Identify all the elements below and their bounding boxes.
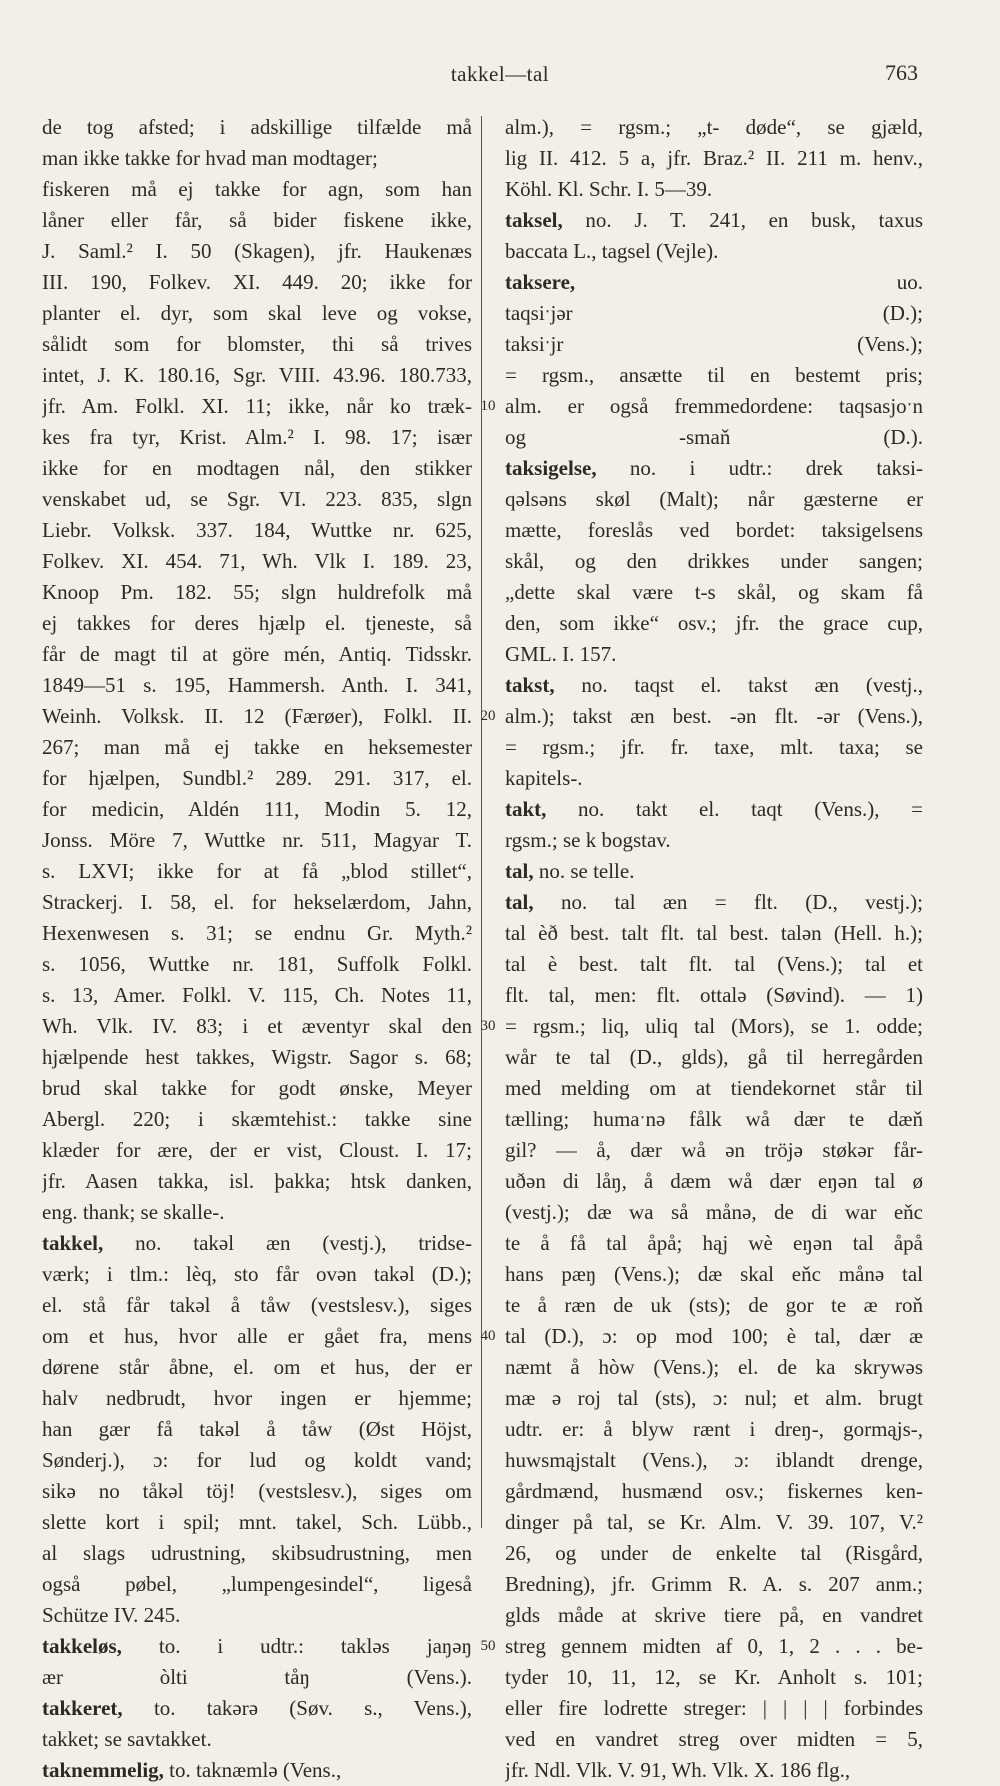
right-column-line: tal è best. talt flt. tal (Vens.); tal et: [505, 952, 923, 976]
left-column-line: værk; i tlm.: lèq, sto får ovən takəl (D.);: [42, 1262, 472, 1286]
left-column-line: ej takkes for deres hjælp el. tjeneste, så: [42, 611, 472, 635]
left-column-line: får de magt til at göre mén, Antiq. Tidsskr.: [42, 642, 472, 666]
left-column-line: intet, J. K. 180.16, Sgr. VIII. 43.96. 180.733,: [42, 363, 472, 387]
left-column-line: s. 13, Amer. Folkl. V. 115, Ch. Notes 11,: [42, 983, 472, 1007]
left-column-line: halv nedbrudt, hvor ingen er hjemme;: [42, 1386, 472, 1410]
left-column-line: jfr. Aasen takka, isl. þakka; htsk danken,: [42, 1169, 472, 1193]
right-column-line: glds måde at skrive tiere på, en vandret: [505, 1603, 923, 1627]
left-column-line: takkeret, to. takərə (Søv. s., Vens.),: [42, 1696, 472, 1720]
right-column-line: = rgsm.; jfr. fr. taxe, mlt. taxa; se: [505, 735, 923, 759]
right-column-line: tal, no. se telle.: [505, 859, 635, 883]
right-column-line: uðən di låŋ, å dæm wå dær eŋən tal ø: [505, 1169, 923, 1193]
right-column-line: ved en vandret streg over midten = 5,: [505, 1727, 923, 1751]
left-column-line: Sønderj.), ɔ: for lud og koldt vand;: [42, 1448, 472, 1472]
right-column-line: Köhl. Kl. Schr. I. 5—39.: [505, 177, 713, 201]
left-column-line: om et hus, hvor alle er gået fra, mens: [42, 1324, 472, 1348]
left-column-line: ikke for en modtagen nål, den stikker: [42, 456, 472, 480]
right-column-line: takst, no. taqst el. takst æn (vestj.,: [505, 673, 923, 697]
left-column-line: for hjælpen, Sundbl.² 289. 291. 317, el.: [42, 766, 472, 790]
right-column-line: næmt å hòw (Vens.); el. de ka skrywəs: [505, 1355, 923, 1379]
left-column-line: brud skal takke for godt ønske, Meyer: [42, 1076, 472, 1100]
right-column-line: rgsm.; se k bogstav.: [505, 828, 671, 852]
left-column-line: for medicin, Aldén 111, Modin 5. 12,: [42, 797, 472, 821]
left-column-line: de tog afsted; i adskillige tilfælde må: [42, 115, 472, 139]
page-header-title: takkel—tal: [450, 62, 550, 86]
left-column-line: Weinh. Volksk. II. 12 (Færøer), Folkl. II.: [42, 704, 472, 728]
line-number-marker: 50: [480, 1638, 496, 1654]
line-number-marker: 30: [480, 1018, 496, 1034]
right-column-line: kapitels-.: [505, 766, 583, 790]
right-column-line: tælling; humaˑnə fålk wå dær te dæň: [505, 1107, 923, 1131]
left-column-line: kes fra tyr, Krist. Alm.² I. 98. 17; især: [42, 425, 472, 449]
right-column-line: te å få tal åpå; hąj wè eŋən tal åpå: [505, 1231, 923, 1255]
page-number: 763: [885, 60, 918, 85]
right-column-line: taksigelse, no. i udtr.: drek taksi-: [505, 456, 923, 480]
right-column-line: eller fire lodrette streger: | | | | forbindes: [505, 1696, 923, 1720]
left-column-line: jfr. Am. Folkl. XI. 11; ikke, når ko træk-: [42, 394, 472, 418]
line-number-marker: 40: [480, 1328, 496, 1344]
left-column: [42, 112, 472, 1786]
right-column-line: te å ræn de uk (sts); de gor te æ roň: [505, 1293, 923, 1317]
left-column-line: slette kort i spil; mnt. takel, Sch. Lübb.,: [42, 1510, 472, 1534]
left-column-line: fiskeren må ej takke for agn, som han: [42, 177, 472, 201]
left-column-line: takkel, no. takəl æn (vestj.), tridse-: [42, 1231, 472, 1255]
left-column-line: sikə no tåkəl töj! (vestslesv.), siges om: [42, 1479, 472, 1503]
left-column-line: Folkev. XI. 454. 71, Wh. Vlk I. 189. 23,: [42, 549, 472, 573]
right-column-line: den, som ikke“ osv.; jfr. the grace cup,: [505, 611, 923, 635]
right-column-line: mæ ə roj tal (sts), ɔ: nul; et alm. brugt: [505, 1386, 923, 1410]
right-column-line: udtr. er: å blyw rænt i dreŋ-, gormąjs-,: [505, 1417, 923, 1441]
right-column-line: alm.), = rgsm.; „t- døde“, se gjæld,: [505, 115, 923, 139]
line-number-marker: 10: [480, 398, 496, 414]
left-column-line: hjælpende hest takkes, Wigstr. Sagor s. 68;: [42, 1045, 472, 1069]
right-column-line: = rgsm.; liq, uliq tal (Mors), se 1. odde;: [505, 1014, 923, 1038]
right-column-line: Bredning), jfr. Grimm R. A. s. 207 anm.;: [505, 1572, 923, 1596]
right-column-line: hans pæŋ (Vens.); dæ skal eňc månə tal: [505, 1262, 923, 1286]
right-column-line: GML. I. 157.: [505, 642, 617, 666]
right-column-line: skål, og den drikkes under sangen;: [505, 549, 923, 573]
right-column-line: (vestj.); dæ wa så månə, de di war eňc: [505, 1200, 923, 1224]
right-column-line: baccata L., tagsel (Vejle).: [505, 239, 719, 263]
left-column-line: Wh. Vlk. IV. 83; i et æventyr skal den: [42, 1014, 472, 1038]
left-column-line: eng. thank; se skalle-.: [42, 1200, 225, 1224]
line-number-marker: 20: [480, 708, 496, 724]
left-column-line: taknemmelig, to. taknæmlə (Vens.,: [42, 1758, 342, 1782]
right-column-line: tal èð best. talt flt. tal best. talən (Hell. h.);: [505, 921, 923, 945]
right-column-line: gil? — å, dær wå ən tröjə støkər får-: [505, 1138, 923, 1162]
right-column-line: flt. tal, men: flt. ottalə (Søvind). — 1): [505, 983, 923, 1007]
left-column-line: Hexenwesen s. 31; se endnu Gr. Myth.²: [42, 921, 472, 945]
left-column-line: takket; se savtakket.: [42, 1727, 212, 1751]
left-column-line: Liebr. Volksk. 337. 184, Wuttke nr. 625,: [42, 518, 472, 542]
right-column-line: tyder 10, 11, 12, se Kr. Anholt s. 101;: [505, 1665, 923, 1689]
right-column-line: taksere, uo.: [505, 270, 923, 294]
right-column-line: streg gennem midten af 0, 1, 2 . . . be-: [505, 1634, 923, 1658]
right-column-line: mætte, foreslås ved bordet: taksigelsens: [505, 518, 923, 542]
right-column-line: taksel, no. J. T. 241, en busk, taxus: [505, 208, 923, 232]
right-column-line: = rgsm., ansætte til en bestemt pris;: [505, 363, 923, 387]
right-column-line: „dette skal være t-s skål, og skam få: [505, 580, 923, 604]
left-column-line: Knoop Pm. 182. 55; slgn huldrefolk må: [42, 580, 472, 604]
left-column-line: 267; man må ej takke en heksemester: [42, 735, 472, 759]
left-column-line: Jonss. Möre 7, Wuttke nr. 511, Magyar T.: [42, 828, 472, 852]
right-column-line: tal, no. tal æn = flt. (D., vestj.);: [505, 890, 923, 914]
left-column-line: han gær få takəl å tåw (Øst Höjst,: [42, 1417, 472, 1441]
left-column-line: også pøbel, „lumpengesindel“, ligeså: [42, 1572, 472, 1596]
right-column: [505, 112, 923, 1786]
left-column-line: Schütze IV. 245.: [42, 1603, 181, 1627]
right-column-line: lig II. 412. 5 a, jfr. Braz.² II. 211 m. henv.,: [505, 146, 923, 170]
right-column-line: jfr. Ndl. Vlk. V. 91, Wh. Vlk. X. 186 flg.,: [505, 1758, 851, 1782]
left-column-line: III. 190, Folkev. XI. 449. 20; ikke for: [42, 270, 472, 294]
right-column-line: wår te tal (D., glds), gå til herregården: [505, 1045, 923, 1069]
right-column-line: 26, og under de enkelte tal (Risgård,: [505, 1541, 923, 1565]
column-divider: [481, 116, 482, 1528]
left-column-line: venskabet ud, se Sgr. VI. 223. 835, slgn: [42, 487, 472, 511]
left-column-line: Strackerj. I. 58, el. for hekselærdom, Jahn,: [42, 890, 472, 914]
left-column-line: J. Saml.² I. 50 (Skagen), jfr. Haukenæs: [42, 239, 472, 263]
right-column-line: med melding om at tiendekornet står til: [505, 1076, 923, 1100]
right-column-line: tal (D.), ɔ: op mod 100; è tal, dær æ: [505, 1324, 923, 1348]
left-column-line: sålidt som for blomster, thi så trives: [42, 332, 472, 356]
left-column-line: planter el. dyr, som skal leve og vokse,: [42, 301, 472, 325]
right-column-line: huwsmąjstalt (Vens.), ɔ: iblandt drenge,: [505, 1448, 923, 1472]
left-column-line: ær òlti tåŋ (Vens.).: [42, 1665, 472, 1689]
left-column-line: takkeløs, to. i udtr.: takləs jaŋəŋ: [42, 1634, 472, 1658]
left-column-line: Abergl. 220; i skæmtehist.: takke sine: [42, 1107, 472, 1131]
left-column-line: låner eller får, så bider fiskene ikke,: [42, 208, 472, 232]
left-column-line: al slags udrustning, skibsudrustning, men: [42, 1541, 472, 1565]
right-column-line: alm.); takst æn best. -ən flt. -ər (Vens.),: [505, 704, 923, 728]
left-column-line: s. 1056, Wuttke nr. 181, Suffolk Folkl.: [42, 952, 472, 976]
right-column-line: taksiˑjr (Vens.);: [505, 332, 923, 356]
right-column-line: takt, no. takt el. taqt (Vens.), =: [505, 797, 923, 821]
left-column-line: 1849—51 s. 195, Hammersh. Anth. I. 341,: [42, 673, 472, 697]
left-column-line: s. LXVI; ikke for at få „blod stillet“,: [42, 859, 472, 883]
right-column-line: alm. er også fremmedordene: taqsasjoˑn: [505, 394, 923, 418]
right-column-line: gårdmænd, husmænd osv.; fiskernes ken-: [505, 1479, 923, 1503]
left-column-line: man ikke takke for hvad man modtager;: [42, 146, 378, 170]
right-column-line: og -smaň (D.).: [505, 425, 923, 449]
right-column-line: dinger på tal, se Kr. Alm. V. 39. 107, V.²: [505, 1510, 923, 1534]
right-column-line: qəlsəns skøl (Malt); når gæsterne er: [505, 487, 923, 511]
left-column-line: el. stå får takəl å tåw (vestslesv.), siges: [42, 1293, 472, 1317]
left-column-line: klæder for ære, der er vist, Cloust. I. 17;: [42, 1138, 472, 1162]
right-column-line: taqsiˑjər (D.);: [505, 301, 923, 325]
left-column-line: dørene står åbne, el. om et hus, der er: [42, 1355, 472, 1379]
